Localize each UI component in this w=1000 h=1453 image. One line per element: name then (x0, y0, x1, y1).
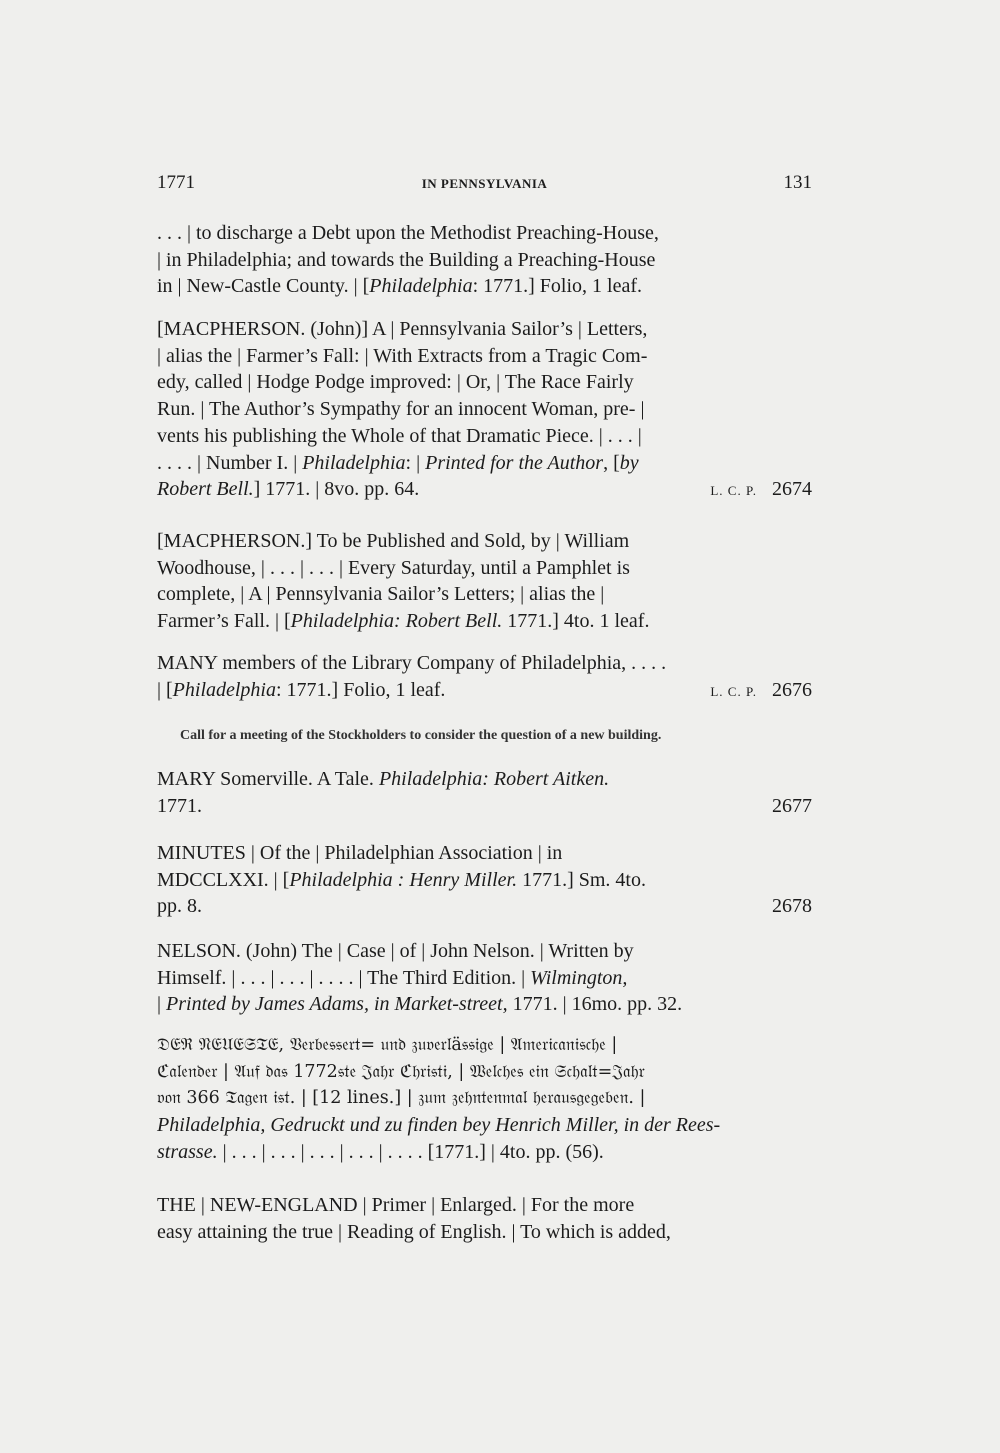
entry-line: Run. | The Author’s Sympathy for an innocent Woman, pre- | (157, 398, 645, 421)
entry-macpherson-sailors-letters (157, 316, 812, 505)
entry-new-england-primer (157, 1192, 812, 1245)
entry-line: 𝔳𝔬𝔫 366 𝔗𝔞𝔤𝔢𝔫 𝔦𝔰𝔱. | [12 lines.] | 𝔷𝔲𝔪 𝔷𝔢𝔥𝔫𝔱𝔢𝔫𝔪𝔞𝔩 𝔥𝔢𝔯𝔞𝔲𝔰𝔤𝔢𝔤𝔢𝔟𝔢𝔫. | (157, 1088, 646, 1109)
entry-line: MARY Somerville. A Tale. Philadelphia: Robert Aitken. (157, 768, 610, 790)
entry-methodist-preaching-house (157, 220, 812, 300)
entry-line: | alias the | Farmer’s Fall: | With Extracts from a Tragic Com- (157, 344, 648, 367)
entry-line: 1771. 2677 (157, 793, 812, 820)
entry-number: 2674 (772, 478, 812, 501)
entry-line: complete, | A | Pennsylvania Sailor’s Letters; | alias the | (157, 583, 605, 606)
entry-line: . . . . | Number I. | Philadelphia: | Printed for the Author, [by (157, 451, 639, 474)
entry-line: MANY members of the Library Company of Philadelphia, . . . . (157, 652, 667, 674)
entry-line: | [Philadelphia: 1771.] Folio, 1 leaf. L. C. P. 2676 (157, 678, 812, 701)
entry-line: Farmer’s Fall. | [Philadelphia: Robert Bell. 1771.] 4to. 1 leaf. (157, 610, 650, 633)
entry-line: [MACPHERSON. (John)] A | Pennsylvania Sailor’s | Letters, (157, 318, 648, 340)
entry-line: THE | NEW-ENGLAND | Primer | Enlarged. | For the more (157, 1194, 635, 1216)
page-header (157, 172, 812, 196)
entry-line: 𝔇𝔈ℜ 𝔑𝔈𝔘𝔈𝔖𝔗𝔈, 𝔙𝔢𝔯𝔟𝔢𝔰𝔰𝔢𝔯𝔱= 𝔲𝔫𝔡 𝔷𝔲𝔳𝔢𝔯𝔩ä𝔰𝔰𝔦𝔤𝔢 | 𝔄𝔪𝔢𝔯𝔦𝔠𝔞𝔫𝔦𝔰𝔠𝔥𝔢 | (157, 1035, 618, 1055)
library-siglum: L. C. P. (710, 683, 757, 699)
running-title: IN PENNSYLVANIA (421, 176, 548, 191)
entry-line: vents his publishing the Whole of that Dramatic Piece. | . . . | (157, 424, 642, 447)
entry-line: NELSON. (John) The | Case | of | John Nelson. | Written by (157, 940, 634, 962)
entry-mary-somerville (157, 766, 812, 819)
entry-line: MDCCLXXI. | [Philadelphia : Henry Miller. 1771.] Sm. 4to. (157, 868, 646, 891)
entry-line: edy, called | Hodge Podge improved: | Or, | The Race Fairly (157, 371, 634, 394)
entry-line: MINUTES | Of the | Philadelphian Association | in (157, 842, 563, 864)
library-siglum: L. C. P. (710, 483, 757, 499)
page-number: 131 (783, 172, 812, 193)
entry-line: ℭ𝔞𝔩𝔢𝔫𝔡𝔢𝔯 | 𝔄𝔲𝔣 𝔡𝔞𝔰 1772𝔰𝔱𝔢 𝔍𝔞𝔥𝔯 ℭ𝔥𝔯𝔦𝔰𝔱𝔦, | 𝔚𝔢𝔩𝔠𝔥𝔢𝔰 𝔢𝔦𝔫 𝔖𝔠𝔥𝔞𝔩𝔱=𝔍𝔞𝔥𝔯 (157, 1061, 645, 1082)
entry-macpherson-to-be-published (157, 528, 812, 635)
entry-number: 2678 (772, 895, 812, 918)
entry-many-members (157, 650, 812, 705)
entry-line: pp. 8. 2678 (157, 893, 812, 920)
entry-line: easy attaining the true | Reading of English. | To which is added, (157, 1220, 671, 1243)
entry-nelson (157, 938, 812, 1018)
entry-line: [MACPHERSON.] To be Published and Sold, by | William (157, 530, 630, 552)
entry-minutes (157, 840, 812, 920)
entry-line: Philadelphia, Gedruckt und zu finden bey Henrich Miller, in der Rees- (157, 1114, 721, 1137)
entry-line: in | New-Castle County. | [Philadelphia: 1771.] Folio, 1 leaf. (157, 275, 643, 298)
entry-line: Woodhouse, | . . . | . . . | Every Saturday, until a Pamphlet is (157, 556, 630, 579)
header-year: 1771 (157, 172, 195, 193)
entry-line: . . . | to discharge a Debt upon the Methodist Preaching-House, (157, 222, 659, 244)
entry-neuester-calender (157, 1032, 812, 1166)
entry-line: Himself. | . . . | . . . | . . . . | The Third Edition. | Wilmington, (157, 966, 628, 989)
entry-note: Call for a meeting of the Stockholders to consider the question of a new building. (180, 728, 662, 743)
entry-line: Robert Bell.] 1771. | 8vo. pp. 64. L. C. P. 2674 (157, 478, 812, 501)
entry-number: 2676 (772, 678, 812, 701)
entry-number: 2677 (772, 794, 812, 817)
entry-line: | Printed by James Adams, in Market-street, 1771. | 16mo. pp. 32. (157, 993, 683, 1016)
entry-line: strasse. | . . . | . . . | . . . | . . . | . . . . [1771.] | 4to. pp. (56). (157, 1140, 604, 1163)
entry-line: | in Philadelphia; and towards the Building a Preaching-House (157, 248, 656, 271)
